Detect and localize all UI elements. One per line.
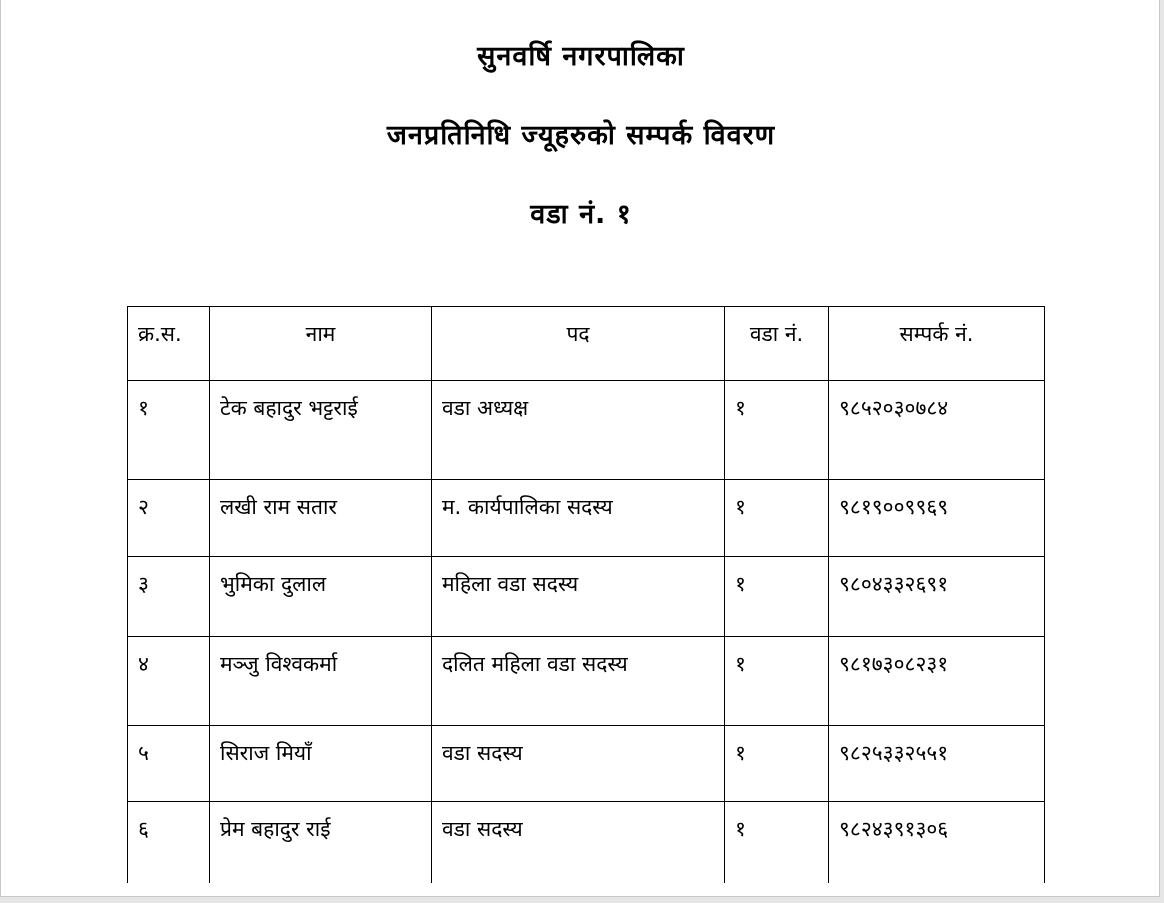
table-row [128,480,1045,557]
table-row [128,802,1045,883]
ward-heading: वडा नं. १ [530,199,632,230]
cell-name: प्रेम बहादुर राई [210,802,432,883]
cell-position: वडा सदस्य [432,726,725,802]
cell-position: वडा सदस्य [432,802,725,883]
cell-serial: ६ [128,802,210,883]
cell-ward: १ [725,557,829,637]
table-row [128,557,1045,637]
cell-serial: २ [128,480,210,557]
cell-name: टेक बहादुर भट्टराई [210,381,432,480]
cell-position: म. कार्यपालिका सदस्य [432,480,725,557]
cell-serial: ३ [128,557,210,637]
cell-serial: ५ [128,726,210,802]
cell-contact: ९८१९००९९६९ [829,480,1045,557]
cell-serial: ४ [128,637,210,726]
cell-contact: ९८५२०३०७८४ [829,381,1045,480]
cell-name: लखी राम सतार [210,480,432,557]
cell-name: मञ्जु विश्वकर्मा [210,637,432,726]
cell-ward: १ [725,802,829,883]
cell-name: भुमिका दुलाल [210,557,432,637]
document-heading: जनप्रतिनिधि ज्यूहरुको सम्पर्क विवरण [386,120,776,151]
cell-contact: ९८२५३३२५५१ [829,726,1045,802]
cell-contact: ९८१७३०८२३१ [829,637,1045,726]
cell-ward: १ [725,637,829,726]
header-ward: वडा नं. [725,307,829,381]
municipality-title: सुनवर्षि नगरपालिका [477,41,685,72]
contacts-table [127,306,1045,883]
header-position: पद [432,307,725,381]
table-row [128,637,1045,726]
cell-serial: १ [128,381,210,480]
cell-contact: ९८०४३३२६९१ [829,557,1045,637]
header-name: नाम [210,307,432,381]
table-row [128,381,1045,480]
table-row [128,726,1045,802]
cell-contact: ९८२४३९१३०६ [829,802,1045,883]
cell-name: सिराज मियाँ [210,726,432,802]
cell-ward: १ [725,381,829,480]
table-header-row [128,307,1045,381]
cell-position: महिला वडा सदस्य [432,557,725,637]
cell-ward: १ [725,726,829,802]
header-serial: क्र.स. [128,307,210,381]
header-contact: सम्पर्क नं. [829,307,1045,381]
cell-position: दलित महिला वडा सदस्य [432,637,725,726]
cell-position: वडा अध्यक्ष [432,381,725,480]
cell-ward: १ [725,480,829,557]
